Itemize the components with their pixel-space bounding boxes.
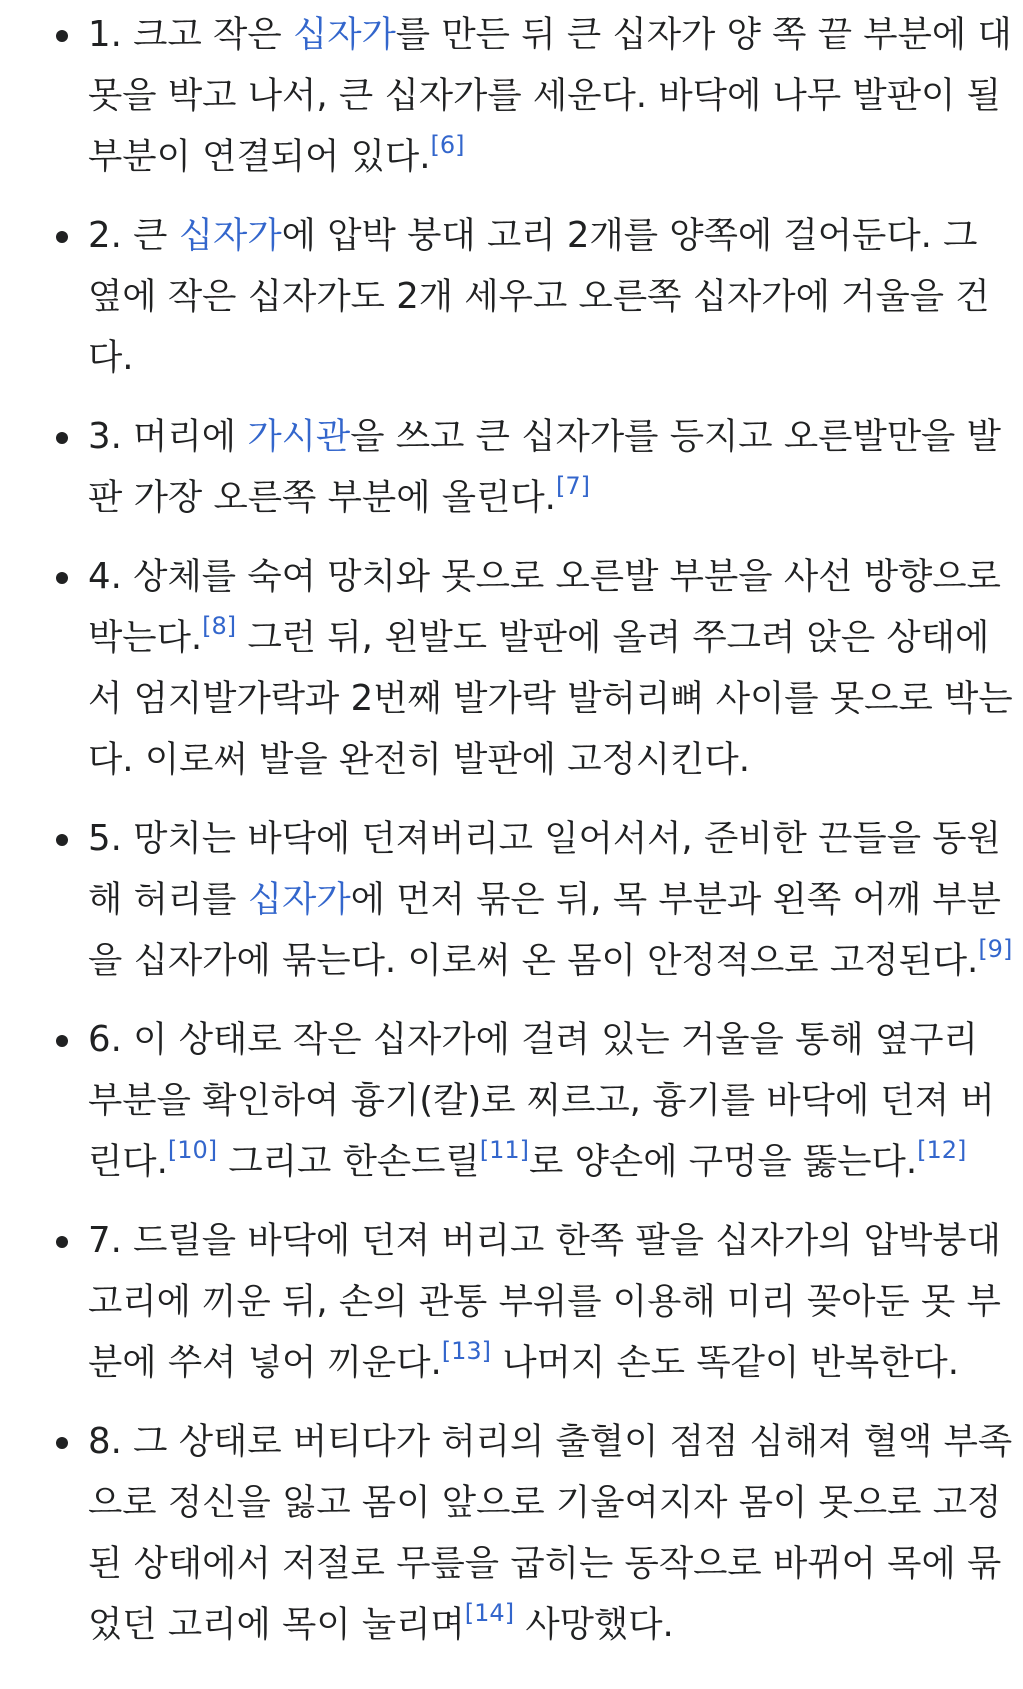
- link-cross[interactable]: 십자가: [247, 879, 351, 920]
- step-text: 그런 뒤, 왼발도 발판에 올려 쭈그려 앉은 상태에서 엄지발가락과 2번째 발가락 발허리뼈 사이를 못으로 박는다. 이로써 발을 완전히 발판에 고정시킨다.: [88, 617, 1013, 780]
- step-text: 그리고 한손드릴: [217, 1141, 480, 1182]
- step-text: 를 만든 뒤 큰 십자가 양 쪽 끝 부분에 대못을 박고 나서, 큰 십자가를 세운다. 바닥에 나무 발판이 될 부분이 연결되어 있다.: [88, 14, 1012, 177]
- citation-6[interactable]: [6]: [430, 131, 465, 160]
- step-text: 8. 그 상태로 버티다가 허리의 출혈이 점점 심해져 혈액 부족으로 정신을 잃고 몸이 앞으로 기울여지자 몸이 못으로 고정된 상태에서 저절로 무릎을 굽히는 동작으로 바뀌어 목에 묶었던 고리에 목이 눌리며: [88, 1421, 1013, 1645]
- step-text: 나머지 손도 똑같이 반복한다.: [491, 1342, 959, 1383]
- step-text: 2. 큰: [88, 215, 179, 256]
- step-text: 로 양손에 구멍을 뚫는다.: [529, 1141, 918, 1182]
- step-text: 을 쓰고 큰 십자가를 등지고 오른발만을 발판 가장 오른쪽 부분에 올린다.: [88, 416, 1001, 518]
- link-cross[interactable]: 십자가: [178, 215, 282, 256]
- step-text: 4. 상체를 숙여 망치와 못으로 오른발 부분을 사선 방향으로 박는다.: [88, 556, 1001, 658]
- citation-10[interactable]: [10]: [167, 1136, 218, 1165]
- list-item-step-6: [0, 1009, 1023, 1192]
- step-text: 1. 크고 작은: [88, 14, 293, 55]
- list-item-step-2: [0, 205, 1023, 388]
- step-text: 6. 이 상태로 작은 십자가에 걸려 있는 거울을 통해 옆구리 부분을 확인하여 흉기(칼)로 찌르고, 흉기를 바닥에 던져 버린다.: [88, 1019, 995, 1182]
- citation-7[interactable]: [7]: [555, 472, 590, 501]
- step-text: 5. 망치는 바닥에 던져버리고 일어서서, 준비한 끈들을 동원해 허리를: [88, 818, 1001, 920]
- citation-12[interactable]: [12]: [917, 1136, 967, 1165]
- link-crown-of-thorns[interactable]: 가시관: [247, 416, 351, 457]
- list-item-step-4: [0, 546, 1023, 790]
- step-text: 7. 드릴을 바닥에 던져 버리고 한쪽 팔을 십자가의 압박붕대 고리에 끼운 뒤, 손의 관통 부위를 이용해 미리 꽂아둔 못 부분에 쑤셔 넣어 끼운다.: [88, 1220, 1001, 1383]
- link-cross[interactable]: 십자가: [292, 14, 396, 55]
- step-text: 에 압박 붕대 고리 2개를 양쪽에 걸어둔다. 그 옆에 작은 십자가도 2개 세우고 오른쪽 십자가에 거울을 건다.: [88, 215, 990, 378]
- step-text: 3. 머리에: [88, 416, 248, 457]
- citation-8[interactable]: [8]: [202, 612, 237, 641]
- citation-9[interactable]: [9]: [978, 935, 1013, 964]
- step-text: 에 먼저 묶은 뒤, 목 부분과 왼쪽 어깨 부분을 십자가에 묶는다. 이로써 온 몸이 안정적으로 고정된다.: [88, 879, 1001, 981]
- list-item-step-8: [0, 1411, 1023, 1655]
- citation-13[interactable]: [13]: [441, 1337, 492, 1366]
- list-item-step-3: [0, 406, 1023, 528]
- list-item-step-1: [0, 0, 1023, 187]
- citation-14[interactable]: [14]: [464, 1599, 515, 1628]
- list-item-step-5: [0, 808, 1023, 991]
- citation-11[interactable]: [11]: [479, 1136, 530, 1165]
- step-text: 사망했다.: [514, 1604, 674, 1645]
- list-item-step-7: [0, 1210, 1023, 1393]
